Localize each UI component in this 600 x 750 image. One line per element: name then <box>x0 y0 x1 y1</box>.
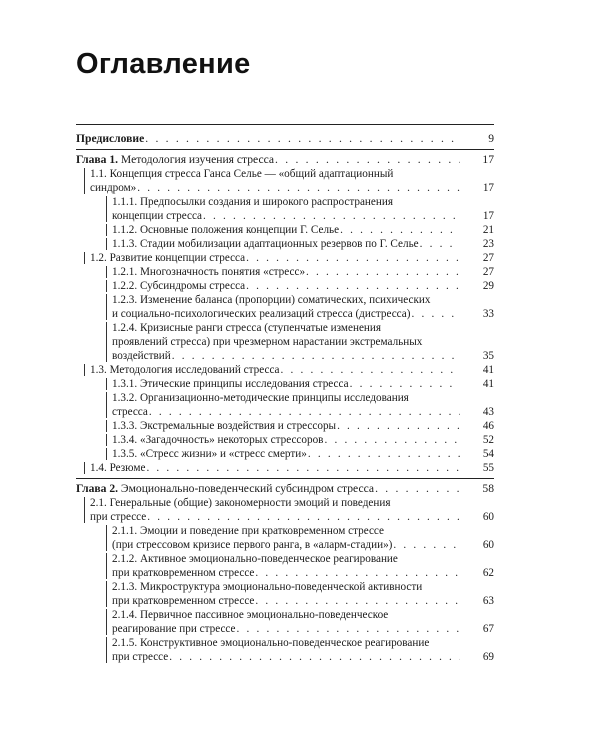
page-number: 33 <box>482 308 494 320</box>
indent-bar <box>84 168 85 194</box>
page-number: 55 <box>482 462 494 474</box>
toc-entry-text: 2.1.4. Первичное пассивное эмоционально-поведенческое <box>112 609 389 621</box>
toc-entry-text: 1.1. Концепция стресса Ганса Селье — «общий адаптационный <box>90 168 394 180</box>
toc-chapter-label: Предисловие <box>76 132 145 145</box>
page-number: 35 <box>482 350 494 362</box>
page-number: 23 <box>482 238 494 250</box>
dot-leader <box>168 650 460 664</box>
dot-leader <box>254 594 460 608</box>
toc-chapter[interactable] <box>76 153 494 167</box>
page-number: 21 <box>482 224 494 236</box>
toc-subsection[interactable] <box>76 433 494 447</box>
indent-bar <box>106 280 107 292</box>
toc-chapter[interactable] <box>76 132 494 146</box>
toc-entry-text: 1.1.2. Основные положения концепции Г. Селье <box>112 224 340 236</box>
dot-leader <box>336 419 460 433</box>
dot-leader <box>236 622 461 636</box>
toc-subsection[interactable] <box>76 237 494 251</box>
dot-leader <box>410 307 460 321</box>
toc-entry-text: при кратковременном стрессе <box>112 567 255 579</box>
page-number: 60 <box>482 539 494 551</box>
indent-bar <box>84 364 85 376</box>
toc-entry-text: реагирование при стрессе <box>112 623 236 635</box>
toc-entry-text: Глава 1. Методология изучения стресса <box>76 153 275 166</box>
toc-entry-text: 1.2. Развитие концепции стресса <box>90 252 246 264</box>
page-number: 54 <box>482 448 494 460</box>
indent-bar <box>106 581 107 607</box>
dot-leader <box>339 223 460 237</box>
toc-entry-text <box>76 132 144 146</box>
indent-bar <box>106 553 107 579</box>
toc-subsection[interactable] <box>76 580 494 608</box>
toc-subsection[interactable] <box>76 447 494 461</box>
indent-bar <box>84 462 85 474</box>
table-of-contents <box>76 132 494 664</box>
toc-section[interactable] <box>76 363 494 377</box>
toc-entry-text: (при стрессовом кризисе первого ранга, в «аларм-стадии») <box>112 539 393 551</box>
toc-chapter-label: Глава 1. <box>76 153 119 166</box>
page-number: 41 <box>482 364 494 376</box>
toc-entry-text: 1.3.2. Организационно-методические принципы исследования <box>112 392 409 404</box>
toc-entry-text: 1.2.3. Изменение баланса (пропорции) соматических, психических <box>112 294 431 306</box>
dot-leader <box>202 209 460 223</box>
toc-subsection[interactable] <box>76 321 494 363</box>
dot-leader <box>245 279 460 293</box>
page-number: 17 <box>482 182 494 194</box>
toc-subsection[interactable] <box>76 636 494 664</box>
toc-entry-text: воздействий <box>112 350 171 362</box>
dot-leader <box>305 265 460 279</box>
toc-subsection[interactable] <box>76 223 494 237</box>
toc-entry-text: 2.1. Генеральные (общие) закономерности эмоций и поведения <box>90 497 391 509</box>
indent-bar <box>106 224 107 236</box>
page-number: 27 <box>482 252 494 264</box>
dot-leader <box>307 447 460 461</box>
toc-entry-text: при стрессе <box>112 651 169 663</box>
toc-entry-text: 1.3. Методология исследований стресса <box>90 364 280 376</box>
dot-leader <box>392 538 460 552</box>
toc-section[interactable] <box>76 461 494 475</box>
page-number: 17 <box>482 153 494 166</box>
chapter-divider <box>76 478 494 479</box>
indent-bar <box>106 637 107 663</box>
toc-subsection[interactable] <box>76 524 494 552</box>
page-number: 41 <box>482 378 494 390</box>
indent-bar <box>106 378 107 390</box>
toc-subsection[interactable] <box>76 391 494 419</box>
toc-entry-text: стресса <box>112 406 148 418</box>
dot-leader <box>254 566 460 580</box>
toc-entry-text: Глава 2. Эмоционально-поведенческий субсиндром стресса <box>76 482 375 495</box>
dot-leader <box>171 349 460 363</box>
title-rule <box>76 124 494 125</box>
toc-entry-text: 1.3.5. «Стресс жизни» и «стресс смерти» <box>112 448 307 460</box>
page-number: 60 <box>482 511 494 523</box>
toc-entry-text: 1.2.4. Кризисные ранги стресса (ступенчатые изменения <box>112 322 382 334</box>
toc-entry-text: 1.3.3. Экстремальные воздействия и стрессоры <box>112 420 337 432</box>
toc-entry-text: 1.3.4. «Загадочность» некоторых стрессоров <box>112 434 324 446</box>
toc-entry-text: 2.1.3. Микроструктура эмоционально-поведенческой активности <box>112 581 423 593</box>
page-number: 58 <box>482 482 494 495</box>
dot-leader <box>136 181 460 195</box>
toc-entry-text: 2.1.1. Эмоции и поведение при кратковременном стрессе <box>112 525 384 537</box>
toc-entry-text: синдром» <box>90 182 137 194</box>
page-number: 9 <box>488 132 494 145</box>
page-number: 43 <box>482 406 494 418</box>
chapter-divider <box>76 149 494 150</box>
toc-entry-text: при стрессе <box>90 511 147 523</box>
page-number: 63 <box>482 595 494 607</box>
page-number: 27 <box>482 266 494 278</box>
toc-entry-text: 1.2.1. Многозначность понятия «стресс» <box>112 266 306 278</box>
page-number: 62 <box>482 567 494 579</box>
page-number: 46 <box>482 420 494 432</box>
toc-subsection[interactable] <box>76 608 494 636</box>
indent-bar <box>106 266 107 278</box>
page-number: 29 <box>482 280 494 292</box>
toc-subsection[interactable] <box>76 293 494 321</box>
toc-subsection[interactable] <box>76 279 494 293</box>
indent-bar <box>84 497 85 523</box>
page-number: 52 <box>482 434 494 446</box>
dot-leader <box>349 377 460 391</box>
page-number: 69 <box>482 651 494 663</box>
page-title: Оглавление <box>76 48 251 80</box>
toc-section[interactable] <box>76 496 494 524</box>
toc-entry-text: 2.1.5. Конструктивное эмоционально-поведенческое реагирование <box>112 637 430 649</box>
toc-entry-text: при кратковременном стрессе <box>112 595 255 607</box>
indent-bar <box>106 434 107 446</box>
dot-leader <box>145 461 460 475</box>
indent-bar <box>106 196 107 222</box>
toc-entry-text: 1.3.1. Этические принципы исследования стресса <box>112 378 349 390</box>
toc-entry-text: 2.1.2. Активное эмоционально-поведенческое реагирование <box>112 553 398 565</box>
toc-subsection[interactable] <box>76 419 494 433</box>
page-number: 17 <box>482 210 494 222</box>
toc-subsection[interactable] <box>76 195 494 223</box>
indent-bar <box>106 322 107 362</box>
toc-entry-text: 1.1.3. Стадии мобилизации адаптационных резервов по Г. Селье <box>112 238 419 250</box>
dot-leader <box>419 237 460 251</box>
indent-bar <box>106 448 107 460</box>
indent-bar <box>106 392 107 418</box>
toc-entry-text: 1.4. Резюме <box>90 462 146 474</box>
dot-leader <box>144 132 460 146</box>
indent-bar <box>106 609 107 635</box>
indent-bar <box>106 525 107 551</box>
dot-leader <box>146 510 460 524</box>
toc-subsection[interactable] <box>76 552 494 580</box>
dot-leader <box>274 153 460 167</box>
indent-bar <box>106 294 107 320</box>
toc-chapter-label: Глава 2. <box>76 482 119 495</box>
toc-subsection[interactable] <box>76 265 494 279</box>
dot-leader <box>245 251 460 265</box>
dot-leader <box>148 405 460 419</box>
toc-subsection[interactable] <box>76 377 494 391</box>
toc-entry-text: концепции стресса <box>112 210 203 222</box>
page-number: 67 <box>482 623 494 635</box>
dot-leader <box>374 482 460 496</box>
toc-chapter[interactable] <box>76 482 494 496</box>
toc-entry-text: и социально-психологических реализаций стресса (дистресса) <box>112 308 411 320</box>
toc-entry-text: 1.1.1. Предпосылки создания и широкого распространения <box>112 196 393 208</box>
dot-leader <box>323 433 460 447</box>
indent-bar <box>106 238 107 250</box>
toc-entry-text: 1.2.2. Субсиндромы стресса <box>112 280 246 292</box>
dot-leader <box>280 363 460 377</box>
toc-section[interactable] <box>76 251 494 265</box>
indent-bar <box>106 420 107 432</box>
indent-bar <box>84 252 85 264</box>
toc-section[interactable] <box>76 167 494 195</box>
toc-entry-text: проявлений стресса) при чрезмерном нарастании экстремальных <box>112 336 423 348</box>
